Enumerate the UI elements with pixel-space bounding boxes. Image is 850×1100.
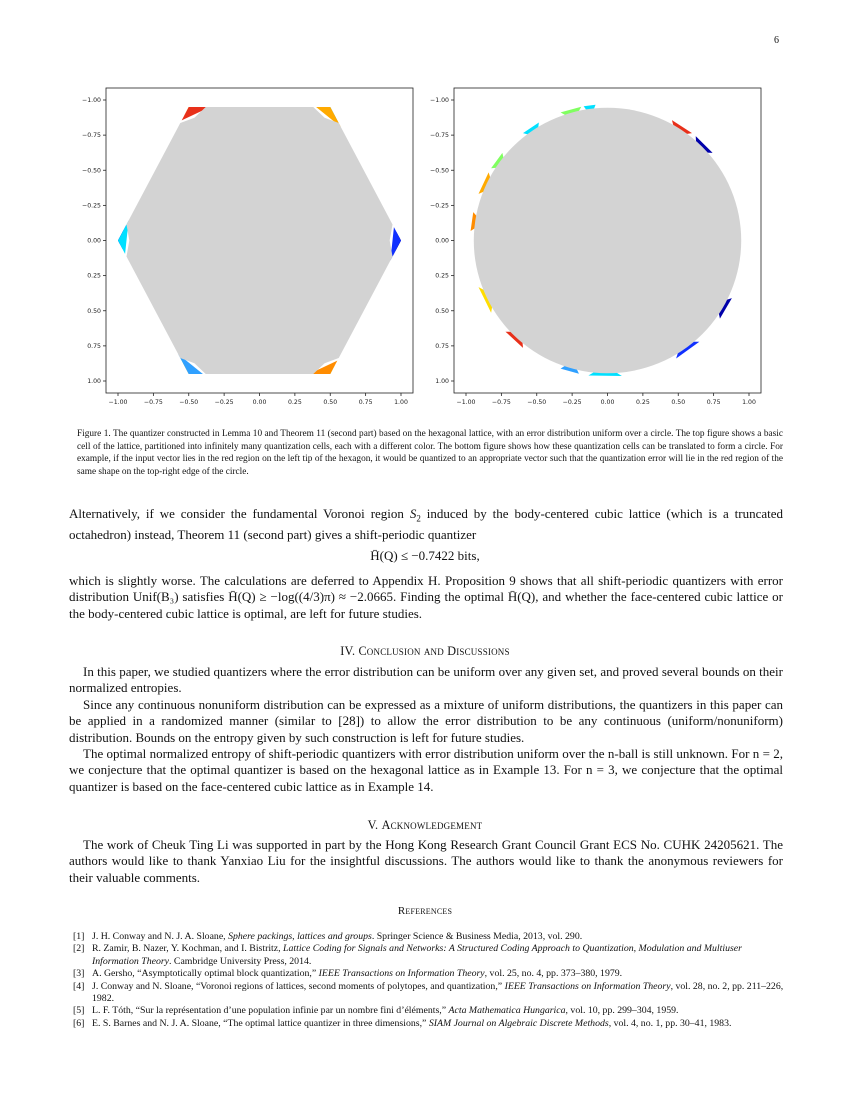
paragraph-voronoi: Alternatively, if we consider the fundamental Voronoi region $S_2$ induced by the body-centered cubic lattice (which is a truncated octahedron) instead, Theorem 11 (second part) gives a shift-periodic quantizer [69, 506, 783, 542]
y-tick-label: −1.00 [82, 97, 101, 104]
x-tick-label: 0.75 [706, 399, 721, 406]
x-tick-label: 0.50 [323, 399, 338, 406]
y-tick-label: −0.75 [430, 132, 449, 140]
reference-item: [4] J. Conway and N. Sloane, “Voronoi regions of lattices, second moments of polytopes, and quantization,” IEEE Transactions on Information Theory, vol. 28, no. 2, pp. 211–226, 1982. [73, 980, 784, 1005]
y-tick-label: 0.75 [87, 342, 101, 350]
paragraph-randomized: Since any continuous nonuniform distribution can be expressed as a mixture of uniform distributions, the quantizers in this paper can be applied in a randomized manner (similar to [28]) to allow the error distribution to be any continuous (uniform/nonuniform) distribution. Bounds on the entropy given by such construction is left for future studies. [69, 697, 783, 745]
circle-figure [426, 80, 771, 410]
x-tick-label: −0.75 [491, 399, 511, 406]
reference-item: [3] A. Gersho, “Asymptotically optimal block quantization,” IEEE Transactions on Information Theory, vol. 25, no. 4, pp. 373–380, 1979. [73, 968, 623, 980]
x-tick-label: 0.00 [600, 399, 615, 406]
section-heading-conclusion: IV. Conclusion and Discussions [340, 644, 510, 658]
y-tick-label: 0.00 [87, 237, 101, 245]
x-tick-label: 0.25 [635, 399, 650, 406]
y-tick-label: 0.25 [87, 272, 101, 280]
x-tick-label: −1.00 [108, 399, 128, 406]
y-tick-label: 0.75 [435, 342, 449, 350]
x-tick-label: −0.25 [214, 399, 234, 406]
reference-item: [6] E. S. Barnes and N. J. A. Sloane, “The optimal lattice quantizer in three dimensions,” SIAM Journal on Algebraic Discrete Methods, vol. 4, no. 1, pp. 30–41, 1983. [73, 1017, 732, 1029]
page-number: 6 [774, 35, 779, 46]
paragraph-acknowledgement: The work of Cheuk Ting Li was supported in part by the Hong Kong Research Grant Council Grant ECS No. CUHK 24205621. The authors would like to thank Yanxiao Liu for the insightful discussions. The authors would like to thank the anonymous reviewers for their valuable comments. [69, 837, 783, 885]
paragraph-appendix: which is slightly worse. The calculations are deferred to Appendix H. Proposition 9 shows that all shift-periodic quantizers with error distribution Unif(B₃) satisfies H̄(Q) ≥ −log((4/3)π) ≈ −2.0665. Finding the optimal H̄(Q), and whether the face-centered cubic lattice or the body-centered cubic lattice is optimal, are left for future studies. [69, 573, 783, 621]
x-tick-label: 1.00 [394, 399, 408, 406]
x-tick-label: −0.25 [562, 399, 582, 406]
x-tick-label: −0.75 [143, 399, 163, 406]
x-tick-label: 0.25 [287, 399, 302, 406]
y-tick-label: 0.00 [435, 237, 449, 245]
circle-cell [474, 108, 741, 374]
x-tick-label: 1.00 [742, 399, 756, 406]
x-tick-label: 0.00 [252, 399, 267, 406]
figure-caption: Figure 1. The quantizer constructed in Lemma 10 and Theorem 11 (second part) based on the hexagonal lattice, with an error distribution uniform over a circle. The top figure shows a basic cell of the lattice, partitioned into infinitely many quantization cells, each with a different color. The bottom figure shows how these quantization cells can be translated to form a circle. For example, if the input vector lies in the red region on the left tip of the hexagon, it would be quantized to an appropriate vector such that the quantization error will lie in the red region of the same shape on the top-right edge of the circle. [77, 429, 783, 477]
equation-bound: H̄(Q) ≤ −0.7422 bits, [370, 548, 480, 563]
paragraph-open-problem: The optimal normalized entropy of shift-periodic quantizers with error distribution uniform over the n-ball is still unknown. For n = 2, we conjecture that the optimal quantizer is based on the hexagonal lattice as in Example 13. For n = 3, we conjecture that the optimal quantizer is based on the face-centered cubic lattice as in Example 14. [69, 746, 783, 794]
reference-list [73, 931, 785, 1030]
y-tick-label: 1.00 [435, 378, 449, 385]
x-tick-label: 0.50 [671, 399, 686, 406]
y-tick-label: −0.25 [430, 202, 449, 210]
y-tick-label: 0.25 [435, 272, 449, 280]
x-tick-label: −0.50 [527, 399, 547, 406]
y-tick-label: −0.50 [430, 167, 449, 175]
y-tick-label: −0.25 [82, 202, 101, 210]
y-tick-label: 1.00 [87, 378, 101, 385]
x-tick-label: −1.00 [456, 399, 476, 406]
x-tick-label: 0.75 [358, 399, 373, 406]
reference-item: [1] J. H. Conway and N. J. A. Sloane, Sphere packings, lattices and groups. Springer Science & Business Media, 2013, vol. 290. [73, 931, 583, 942]
y-tick-label: 0.50 [435, 307, 449, 315]
reference-item: [5] L. F. Tóth, “Sur la représentation d’une population infinie par un nombre fini d’éléments,” Acta Mathematica Hungarica, vol. 10, pp. 299–304, 1959. [73, 1005, 679, 1017]
section-heading-acknowledgement: V. Acknowledgement [367, 818, 483, 832]
reference-item: [2] R. Zamir, B. Nazer, Y. Kochman, and I. Bistritz, Lattice Coding for Signals and Networks: A Structured Coding Approach to Quantization, Modulation and Multiuser Information Theory. Cambridge University Press, 2014. [73, 943, 742, 967]
y-tick-label: −0.75 [82, 132, 101, 140]
paragraph-summary: In this paper, we studied quantizers where the error distribution can be uniform over any given set, and proved several bounds on their normalized entropies. [69, 664, 783, 696]
y-tick-label: −1.00 [430, 97, 449, 104]
y-tick-label: −0.50 [82, 167, 101, 175]
hexagon-figure [78, 80, 423, 410]
x-tick-label: −0.50 [179, 399, 199, 406]
y-tick-label: 0.50 [87, 307, 101, 315]
references-heading: References [397, 905, 453, 917]
